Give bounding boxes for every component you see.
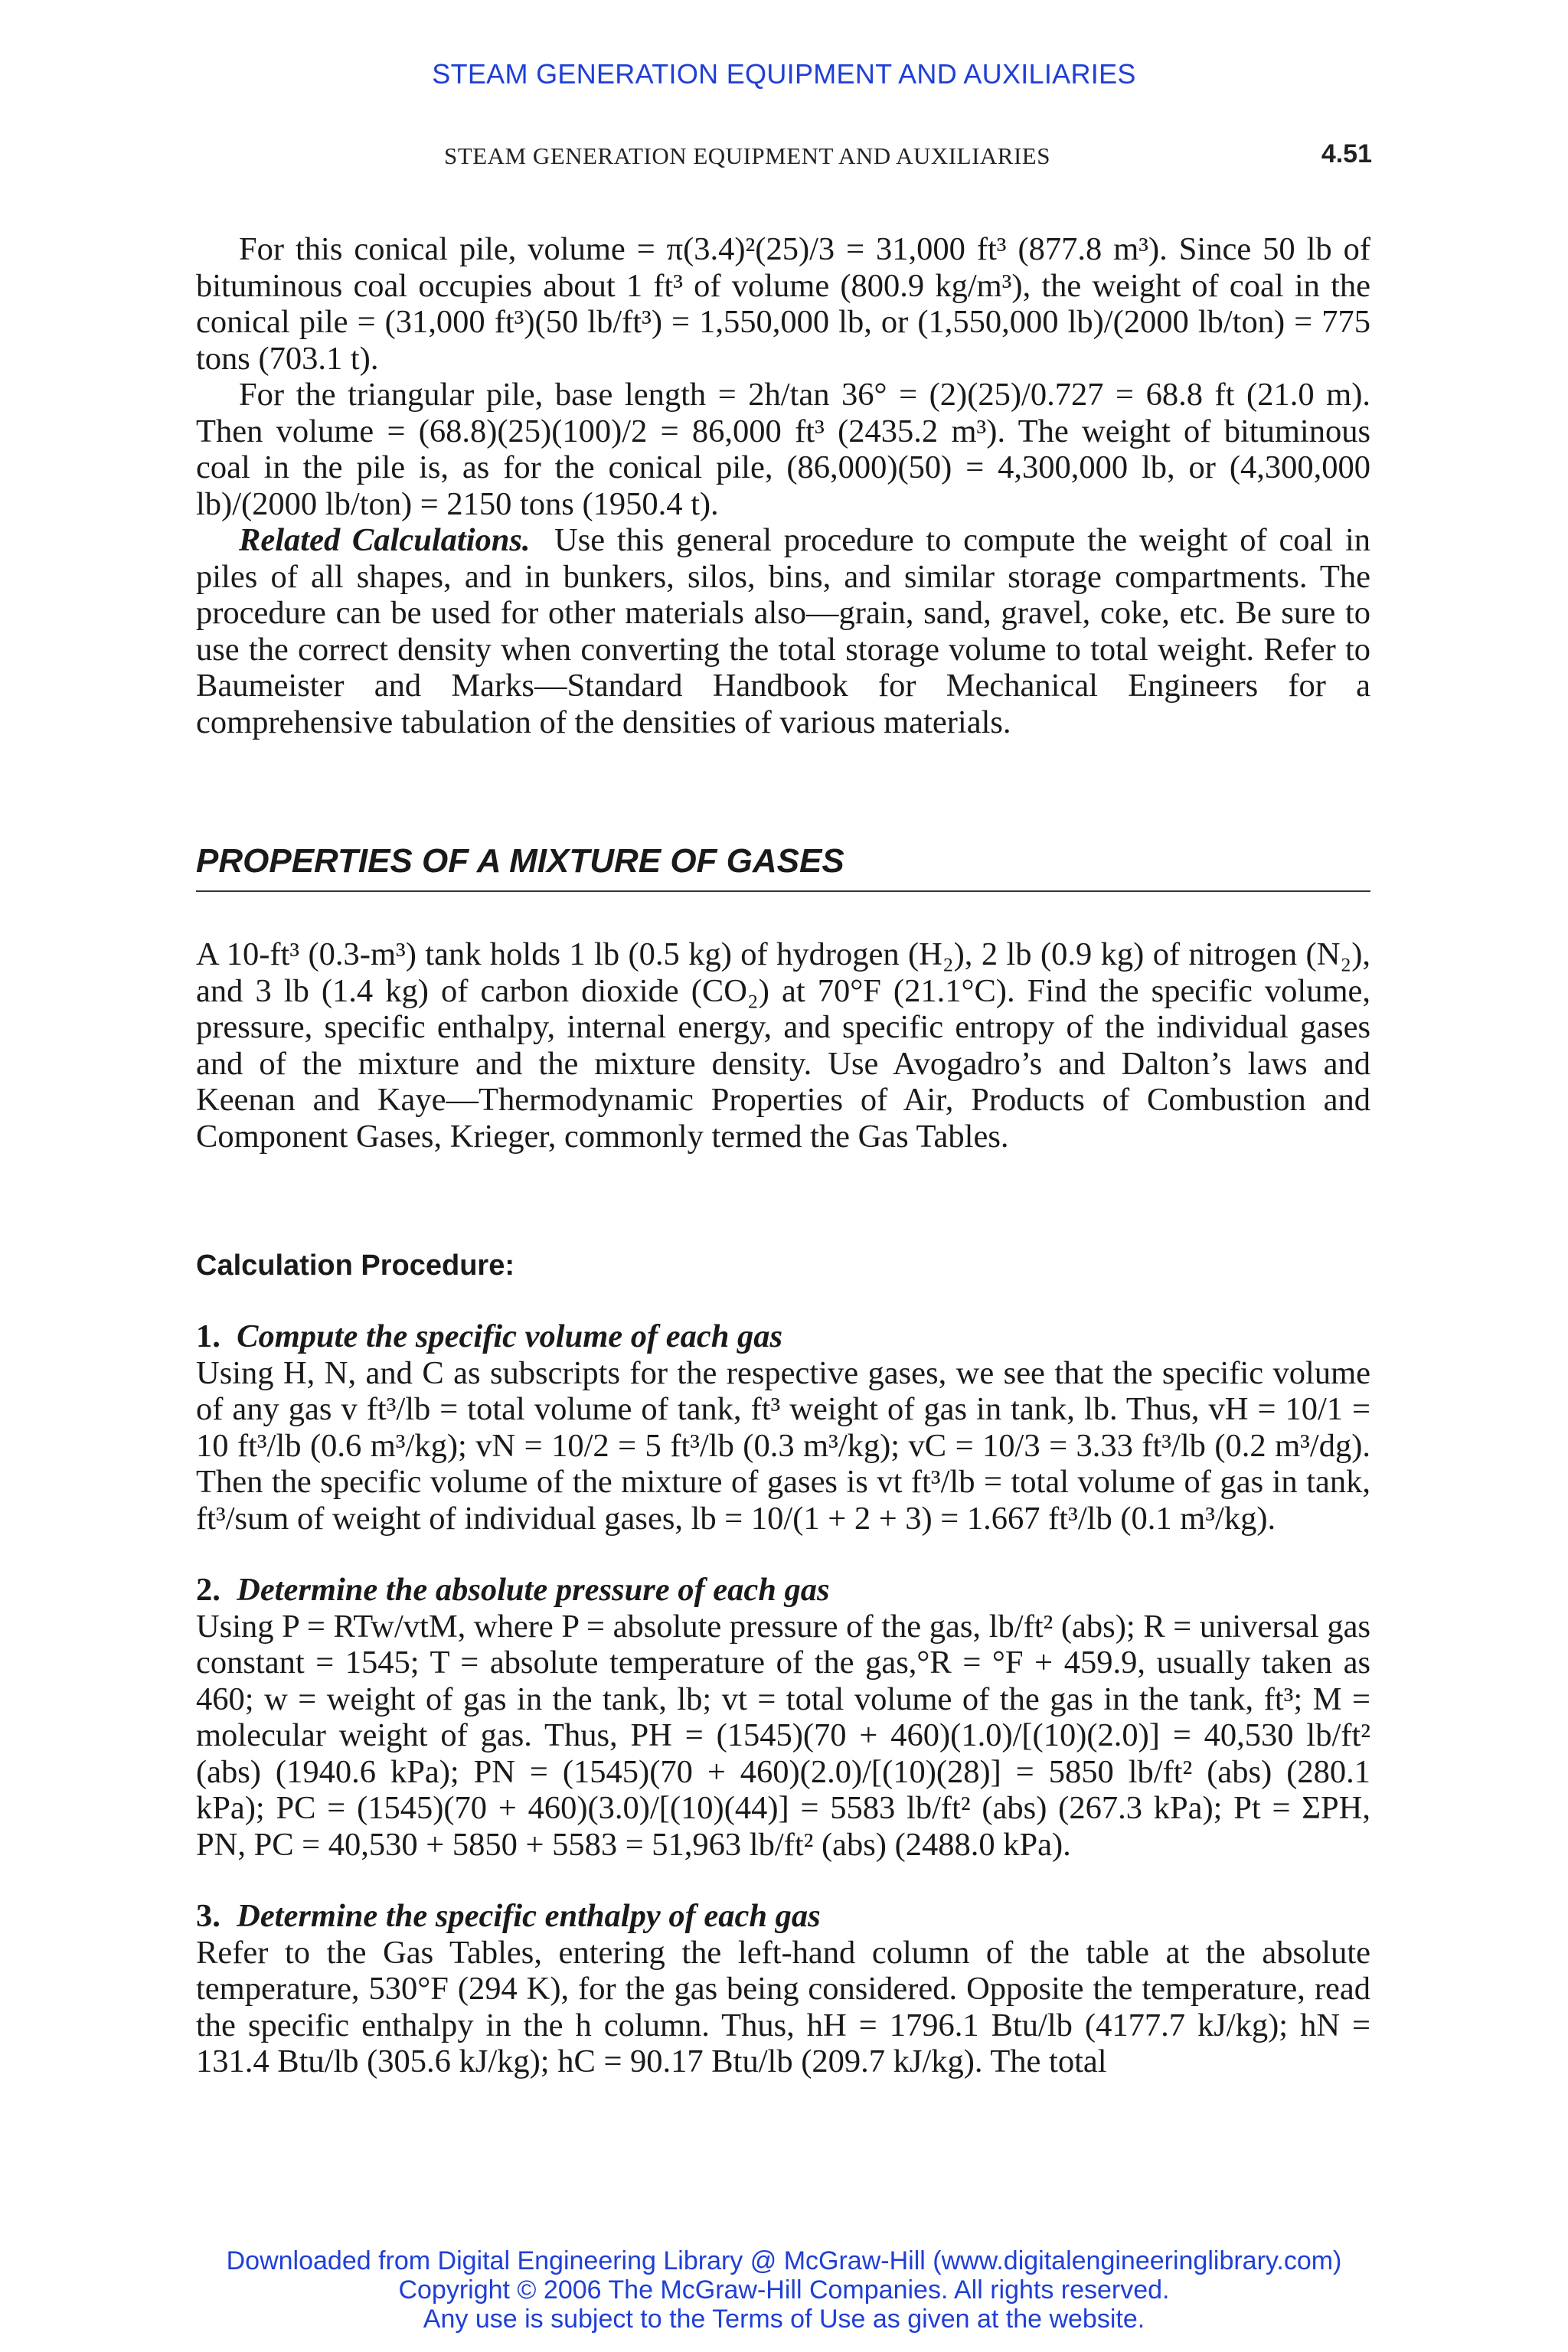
step-2: [196, 1572, 1370, 1863]
step-title: Compute the specific volume of each gas: [237, 1318, 783, 1354]
step-number: 3.: [196, 1898, 220, 1934]
related-calculations-label: Related Calculations.: [239, 522, 531, 558]
conical-pile-paragraph: For this conical pile, volume = π(3.4)²(25)/3 = 31,000 ft³ (877.8 m³). Since 50 lb of bituminous coal occupies about 1 ft³ of volume (800.9 kg/m³), the weight of coal in the conical pile = (31,000 ft³)(50 lb/ft³) = 1,550,000 lb, or (1,550,000 lb)/(2000 lb/ton) = 775 tons (703.1 t).: [196, 231, 1370, 377]
step-heading: [196, 1898, 1370, 1935]
related-calculations-text: Use this general procedure to compute the weight of coal in piles of all shapes, and in bunkers, silos, bins, and similar storage compartments. The procedure can be used for other materials also—grain, sand, gravel, coke, etc. Be sure to use the correct density when converting the total storage volume to total weight. Refer to Baumeister and Marks—Standard Handbook for Mechanical Engineers for a comprehensive tabulation of the densities of various materials.: [196, 522, 1371, 740]
step-1: [196, 1318, 1370, 1537]
page-body: [196, 231, 1370, 2080]
step-title: Determine the absolute pressure of each gas: [237, 1572, 830, 1608]
footer-terms-link[interactable]: Any use is subject to the Terms of Use as given at the website.: [423, 2305, 1145, 2334]
related-calculations-paragraph: [196, 522, 1370, 740]
running-head: STEAM GENERATION EQUIPMENT AND AUXILIARIES: [444, 142, 1050, 169]
footer: [0, 2246, 1568, 2334]
step-text: Using P = RTw/vtM, where P = absolute pressure of the gas, lb/ft² (abs); R = universal gas constant = 1545; T = absolute temperature of the gas,°R = °F + 459.9, usually taken as 460; w = weight of gas in the tank, lb; vt = total volume of the gas in the tank, ft³; M = molecular weight of gas. Thus, PH = (1545)(70 + 460)(1.0)/[(10)(2.0)] = 40,530 lb/ft² (abs) (1940.6 kPa); PN = (1545)(70 + 460)(2.0)/[(10)(28)] = 5850 lb/ft² (abs) (280.1 kPa); PC = (1545)(70 + 460)(3.0)/[(10)(44)] = 5583 lb/ft² (abs) (267.3 kPa); Pt = ΣPH, PN, PC = 40,530 + 5850 + 5583 = 51,963 lb/ft² (abs) (2488.0 kPa).: [196, 1608, 1370, 1863]
page-number: 4.51: [1321, 139, 1372, 168]
step-heading: [196, 1318, 1370, 1355]
step-number: 1.: [196, 1318, 220, 1354]
step-text: Refer to the Gas Tables, entering the left-hand column of the table at the absolute temperature, 530°F (294 K), for the gas being considered. Opposite the temperature, read the specific enthalpy in the h column. Thus, hH = 1796.1 Btu/lb (4177.7 kJ/kg); hN = 131.4 Btu/lb (305.6 kJ/kg); hC = 90.17 Btu/lb (209.7 kJ/kg). The total: [196, 1934, 1370, 2079]
top-link[interactable]: STEAM GENERATION EQUIPMENT AND AUXILIARIES: [432, 58, 1136, 90]
footer-copyright: Copyright © 2006 The McGraw-Hill Companies. All rights reserved.: [398, 2275, 1170, 2305]
step-heading: [196, 1572, 1370, 1609]
step-3: [196, 1898, 1370, 2080]
section-title: PROPERTIES OF A MIXTURE OF GASES: [196, 840, 1370, 892]
problem-statement: A 10-ft³ (0.3-m³) tank holds 1 lb (0.5 kg) of hydrogen (H₂), 2 lb (0.9 kg) of nitrogen (N₂), and 3 lb (1.4 kg) of carbon dioxide (CO₂) at 70°F (21.1°C). Find the specific volume, pressure, specific enthalpy, internal energy, and specific entropy of the individual gases and of the mixture and the mixture density. Use Avogadro’s and Dalton’s laws and Keenan and Kaye—Thermodynamic Properties of Air, Products of Combustion and Component Gases, Krieger, commonly termed the Gas Tables.: [196, 936, 1370, 1155]
step-text: Using H, N, and C as subscripts for the respective gases, we see that the specific volume of any gas v ft³/lb = total volume of tank, ft³ weight of gas in tank, lb. Thus, vH = 10/1 = 10 ft³/lb (0.6 m³/kg); vN = 10/2 = 5 ft³/lb (0.3 m³/kg); vC = 10/3 = 3.33 ft³/lb (0.2 m³/dg). Then the specific volume of the mixture of gases is vt ft³/lb = total volume of gas in tank, ft³/sum of weight of individual gases, lb = 10/(1 + 2 + 3) = 1.667 ft³/lb (0.1 m³/kg).: [196, 1354, 1370, 1537]
triangular-pile-paragraph: For the triangular pile, base length = 2h/tan 36° = (2)(25)/0.727 = 68.8 ft (21.0 m). Then volume = (68.8)(25)(100)/2 = 86,000 ft³ (2435.2 m³). The weight of bituminous coal in the pile is, as for the conical pile, (86,000)(50) = 4,300,000 lb, or (4,300,000 lb)/(2000 lb/ton) = 2150 tons (1950.4 t).: [196, 377, 1370, 522]
calculation-procedure-label: Calculation Procedure:: [196, 1250, 514, 1282]
footer-download-link[interactable]: Downloaded from Digital Engineering Library @ McGraw-Hill (www.digitalengineeringlibrary.com): [226, 2246, 1342, 2275]
step-number: 2.: [196, 1572, 220, 1608]
step-title: Determine the specific enthalpy of each gas: [237, 1898, 821, 1934]
